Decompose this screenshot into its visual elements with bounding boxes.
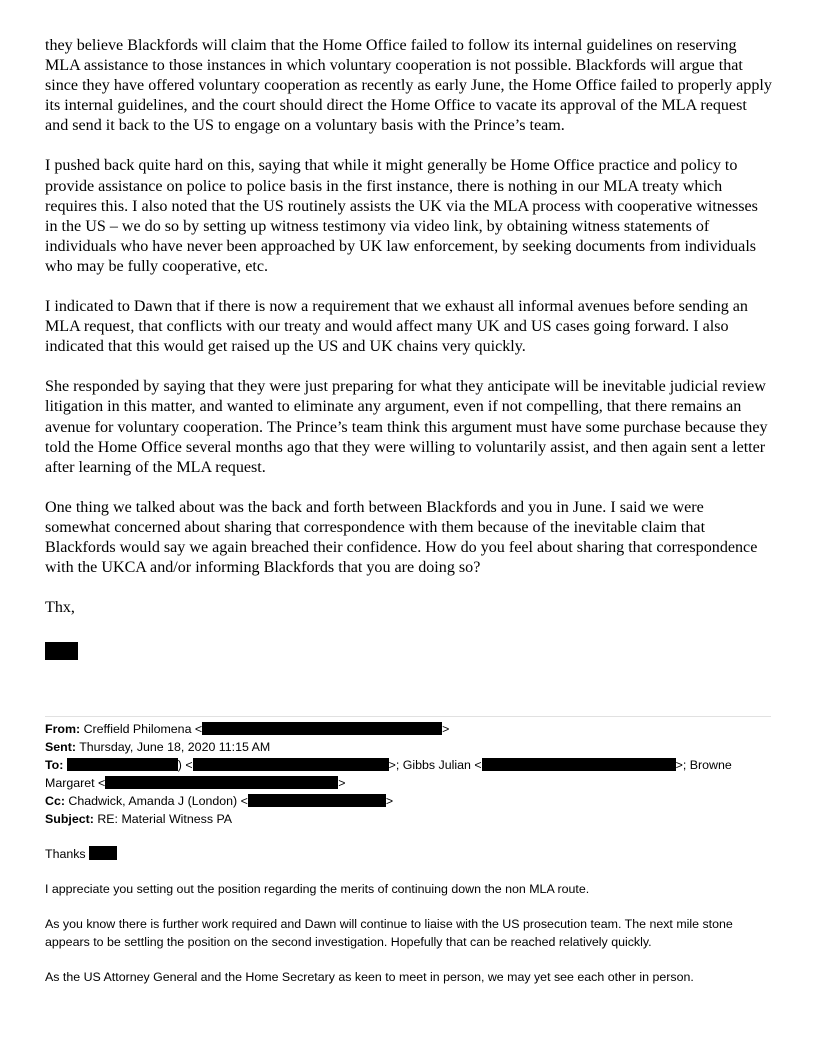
body-paragraph-4: She responded by saying that they were just preparing for what they anticipate will be inevitable judicial review litigation in this matter, and wanted to eliminate any argument, even if not compelling, that there remains an avenue for voluntary cooperation. The Prince’s team think this argument must have some purchase because they told the Home Office several months ago that they were willing to voluntarily assist, and then again sent a letter after learning of the MLA request.: [45, 378, 768, 476]
to-part-4: Margaret <: [45, 776, 106, 790]
from-line: [45, 720, 772, 738]
email-body: [45, 36, 772, 664]
cc-close: >: [385, 794, 394, 808]
to-email-redaction-2: [482, 758, 676, 771]
from-value: Creffield Philomena <: [83, 722, 203, 736]
header-divider: [45, 716, 771, 717]
from-close: >: [442, 722, 450, 736]
to-part-2: >; Gibbs Julian <: [388, 758, 482, 772]
reply-greeting: [45, 845, 772, 863]
cc-line: [45, 792, 772, 810]
greeting-name-redaction: [89, 846, 117, 860]
to-label: To:: [45, 758, 64, 772]
to-part-1: ) <: [177, 758, 193, 772]
subject-label: Subject:: [45, 812, 94, 826]
reply-paragraph-1: I appreciate you setting out the position regarding the merits of continuing down the non MLA route.: [45, 882, 590, 896]
to-line: [45, 756, 772, 792]
sent-value: Thursday, June 18, 2020 11:15 AM: [79, 740, 271, 754]
signature-redaction: [45, 642, 78, 660]
signoff: Thx,: [45, 599, 75, 617]
email-header: [45, 720, 772, 828]
from-label: From:: [45, 722, 81, 736]
body-paragraph-2: I pushed back quite hard on this, saying that while it might generally be Home Office practice and policy to provide assistance on police to police basis in the first instance, there is nothing in our MLA treaty which requires this. I also noted that the US routinely assists the UK via the MLA process with cooperative witnesses in the US – we do so by setting up witness testimony via video link, by obtaining witness statements of individuals who have never been approached by UK law enforcement, by seeking documents from individuals who may be fully cooperative, etc.: [45, 157, 758, 275]
to-email-redaction-1: [193, 758, 389, 771]
reply-paragraph-3: As the US Attorney General and the Home Secretary as keen to meet in person, we may yet see each other in person.: [45, 970, 694, 984]
subject-value: RE: Material Witness PA: [97, 812, 233, 826]
body-paragraph-5: One thing we talked about was the back and forth between Blackfords and you in June. I said we were somewhat concerned about sharing that correspondence with them because of the inevitable claim that Blackfords would say we again breached their confidence. How do you feel about sharing that correspondence with the UKCA and/or informing Blackfords that you are doing so?: [45, 498, 758, 577]
to-name-redaction: [67, 758, 178, 771]
to-close: >: [338, 776, 346, 790]
to-email-redaction-3: [105, 776, 338, 789]
reply-body: [45, 845, 772, 1003]
cc-email-redaction: [248, 794, 386, 807]
reply-paragraph-2: As you know there is further work required and Dawn will continue to liaise with the US prosecution team. The next mile stone appears to be settling the position on the second investigation. Hopefully that can be reached relatively quickly.: [45, 917, 733, 949]
body-paragraph-3: I indicated to Dawn that if there is now a requirement that we exhaust all informal avenues before sending an MLA request, that conflicts with our treaty and would affect many UK and US cases going forward. I also indicated that this would get raised up the US and UK chains very quickly.: [45, 298, 748, 356]
cc-label: Cc:: [45, 794, 65, 808]
to-part-3: >; Browne: [675, 758, 732, 772]
sent-label: Sent:: [45, 740, 76, 754]
subject-line: [45, 810, 772, 828]
body-paragraph-1: they believe Blackfords will claim that the Home Office failed to follow its internal guidelines on reserving MLA assistance to those instances in which voluntary cooperation is not possible. Blackfords will argue that since they have offered voluntary cooperation as recently as early June, the Home Office failed to properly apply its internal guidelines, and the court should direct the Home Office to vacate its approval of the MLA request and send it back to the US to engage on a voluntary basis with the Prince’s team.: [45, 37, 772, 135]
sent-line: [45, 738, 772, 756]
from-email-redaction: [202, 722, 442, 735]
cc-value: Chadwick, Amanda J (London) <: [68, 794, 248, 808]
greeting-text: Thanks: [45, 847, 86, 861]
